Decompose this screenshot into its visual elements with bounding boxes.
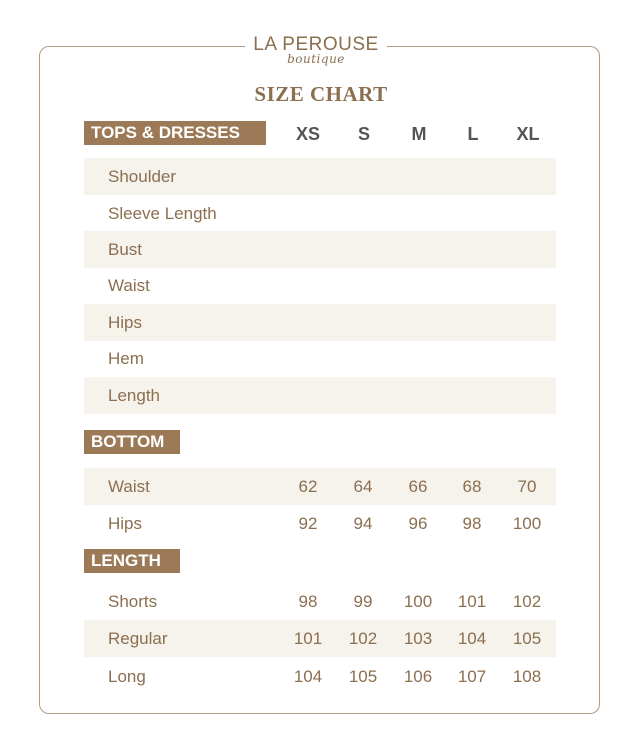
- table-row: [84, 658, 556, 695]
- size-header-m: M: [411, 124, 427, 144]
- section-label-tops: TOPS & DRESSES: [84, 121, 266, 145]
- table-cell: 66: [408, 477, 428, 496]
- table-cell: 105: [512, 629, 542, 648]
- table-cell: 92: [298, 514, 318, 533]
- table-cell: 70: [517, 477, 537, 496]
- table-cell: 104: [293, 667, 323, 686]
- size-header-xs: XS: [295, 124, 320, 144]
- table-cell: 102: [348, 629, 378, 648]
- table-cell: 103: [403, 629, 433, 648]
- table-row: [84, 304, 556, 341]
- table-cell: 98: [462, 514, 482, 533]
- table-cell: 101: [293, 629, 323, 648]
- table-cell: 98: [298, 592, 318, 611]
- row-label: Shorts: [108, 592, 158, 611]
- table-cell: 104: [457, 629, 487, 648]
- row-label: Long: [108, 667, 146, 686]
- table-cell: 94: [353, 514, 373, 533]
- table-row: [84, 583, 556, 620]
- table-cell: 62: [298, 477, 318, 496]
- table-cell: 100: [403, 592, 433, 611]
- table-cell: 68: [462, 477, 482, 496]
- brand-logo: [245, 32, 387, 72]
- row-label: Sleeve Length: [108, 204, 217, 223]
- size-header-l: L: [467, 124, 479, 144]
- table-cell: 101: [457, 592, 487, 611]
- table-row: [84, 231, 556, 268]
- row-label: Bust: [108, 240, 143, 259]
- table-row: [84, 377, 556, 414]
- brand-name: LA PEROUSE: [253, 34, 379, 55]
- row-label: Shoulder: [108, 167, 177, 186]
- table-row: [84, 505, 556, 542]
- table-cell: 106: [403, 667, 433, 686]
- row-label: Hem: [108, 349, 144, 368]
- page-title: SIZE CHART: [254, 82, 388, 106]
- table-row: [84, 468, 556, 505]
- section-label-length: LENGTH: [84, 549, 180, 573]
- section-label-bottom: BOTTOM: [84, 430, 180, 454]
- table-cell: 96: [408, 514, 428, 533]
- row-label: Waist: [108, 477, 150, 496]
- table-cell: 100: [512, 514, 542, 533]
- table-cell: 107: [457, 667, 487, 686]
- size-header-s: S: [357, 124, 370, 144]
- row-label: Hips: [108, 313, 143, 332]
- table-row: [84, 620, 556, 657]
- table-row: [84, 340, 556, 377]
- table-cell: 105: [348, 667, 378, 686]
- row-label: Length: [108, 386, 160, 405]
- table-row: [84, 267, 556, 304]
- table-cell: 99: [353, 592, 373, 611]
- size-header-xl: XL: [516, 124, 540, 144]
- table-row: [84, 195, 556, 232]
- row-label: Regular: [108, 629, 168, 648]
- row-label: Waist: [108, 276, 150, 295]
- table-cell: 64: [353, 477, 373, 496]
- table-cell: 102: [512, 592, 542, 611]
- table-row: [84, 158, 556, 195]
- brand-tagline: boutique: [287, 52, 345, 66]
- table-cell: 108: [512, 667, 542, 686]
- row-label: Hips: [108, 514, 143, 533]
